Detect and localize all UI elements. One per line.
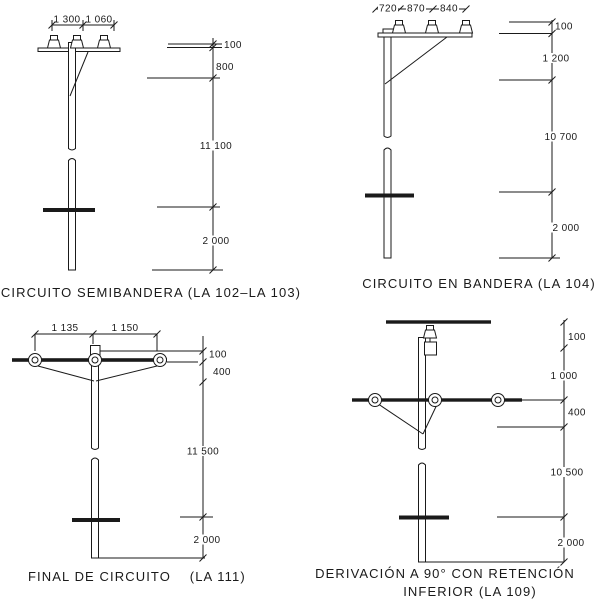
- dim-label-brace-drop: 400: [213, 367, 231, 378]
- dim-label-burial-depth: 2 000: [202, 236, 230, 247]
- dim-label-brace-drop: 400: [568, 407, 586, 419]
- dead-end-insulator: [429, 394, 442, 407]
- pin-insulator: [71, 36, 84, 49]
- dead-end-insulator: [89, 354, 102, 367]
- right-dimension-chain: [186, 336, 231, 562]
- cantilever-arm: [378, 33, 472, 37]
- top-dimension-line: [373, 3, 470, 15]
- top-dimension-line: [49, 15, 118, 32]
- pole-lower-segment: [69, 159, 76, 271]
- diagram-final: [12, 323, 231, 562]
- pin-insulator: [424, 326, 437, 339]
- dead-end-insulator: [369, 394, 382, 407]
- dim-label-top-offset: 100: [555, 21, 573, 33]
- diagram-bandera: [365, 3, 582, 262]
- dim-label-top-offset: 100: [568, 332, 586, 343]
- pin-insulator: [98, 36, 111, 49]
- anchor-bar: [365, 194, 414, 198]
- dim-label-span-2: 870: [407, 3, 425, 15]
- main-conductor-line: [386, 320, 491, 323]
- dim-label-span-right: 1 150: [111, 323, 139, 334]
- right-dimension-chain: [147, 38, 242, 274]
- dim-label-span-left: 1 135: [51, 323, 79, 334]
- pole-lower-segment: [92, 458, 99, 558]
- anchor-bar: [399, 516, 449, 520]
- pole-upper-segment: [384, 37, 391, 138]
- pole-lower-segment: [419, 463, 426, 562]
- caption-derivacion-line1: DERIVACIÓN A 90° CON RETENCIÓN: [315, 566, 575, 581]
- dim-label-arm-to-line: 800: [216, 62, 234, 73]
- diagram-semibandera: [38, 15, 242, 274]
- pin-insulator: [460, 21, 473, 34]
- dim-label-burial-depth: 2 000: [557, 538, 585, 549]
- dead-end-insulator: [29, 354, 42, 367]
- caption-semibandera: CIRCUITO SEMIBANDERA (LA 102–LA 103): [0, 285, 302, 300]
- anchor-bar: [43, 208, 95, 212]
- caption-derivacion-line2: INFERIOR (LA 109): [403, 584, 537, 599]
- pin-insulator: [393, 21, 406, 34]
- retention-clamp: [425, 342, 437, 355]
- crossarm: [38, 48, 120, 52]
- dim-label-pole-height: 10 500: [550, 467, 584, 479]
- dim-label-span-1: 720: [379, 3, 397, 15]
- caption-final: FINAL DE CIRCUITO (LA 111): [28, 569, 246, 584]
- anchor-bar: [72, 518, 120, 522]
- dim-label-pole-height: 11 500: [186, 446, 220, 458]
- dim-label-span-left: 1 300: [53, 14, 81, 26]
- caption-bandera: CIRCUITO EN BANDERA (LA 104): [362, 276, 596, 291]
- v-brace-left: [379, 405, 423, 435]
- dim-label-arm-drop: 1 200: [542, 53, 570, 65]
- right-dimension-chain: [426, 319, 586, 566]
- dim-label-span-3: 840: [440, 3, 458, 15]
- dim-label-crossarm-height: 100: [224, 40, 242, 51]
- dead-end-insulator: [154, 354, 167, 367]
- dim-label-pole-height: 11 100: [199, 141, 233, 152]
- dim-label-burial-depth: 2 000: [193, 535, 221, 546]
- diagram-derivacion: [352, 319, 586, 566]
- arm-brace: [385, 37, 447, 84]
- v-brace-right: [96, 366, 157, 381]
- dim-label-line-offset: 100: [209, 349, 227, 361]
- dead-end-insulator: [492, 394, 505, 407]
- right-dimension-chain: [499, 19, 582, 262]
- pin-insulator: [48, 36, 61, 49]
- pole-upper-segment: [69, 43, 76, 151]
- v-brace-left: [38, 366, 94, 381]
- dim-label-main-to-branch: 1 000: [550, 371, 578, 382]
- pole-lower-segment: [384, 148, 391, 258]
- dim-label-span-right: 1 060: [85, 14, 113, 26]
- pole-upper-segment: [92, 364, 99, 450]
- dim-label-pole-height: 10 700: [544, 132, 578, 143]
- pin-insulator: [426, 21, 439, 34]
- dim-label-burial-depth: 2 000: [552, 223, 580, 234]
